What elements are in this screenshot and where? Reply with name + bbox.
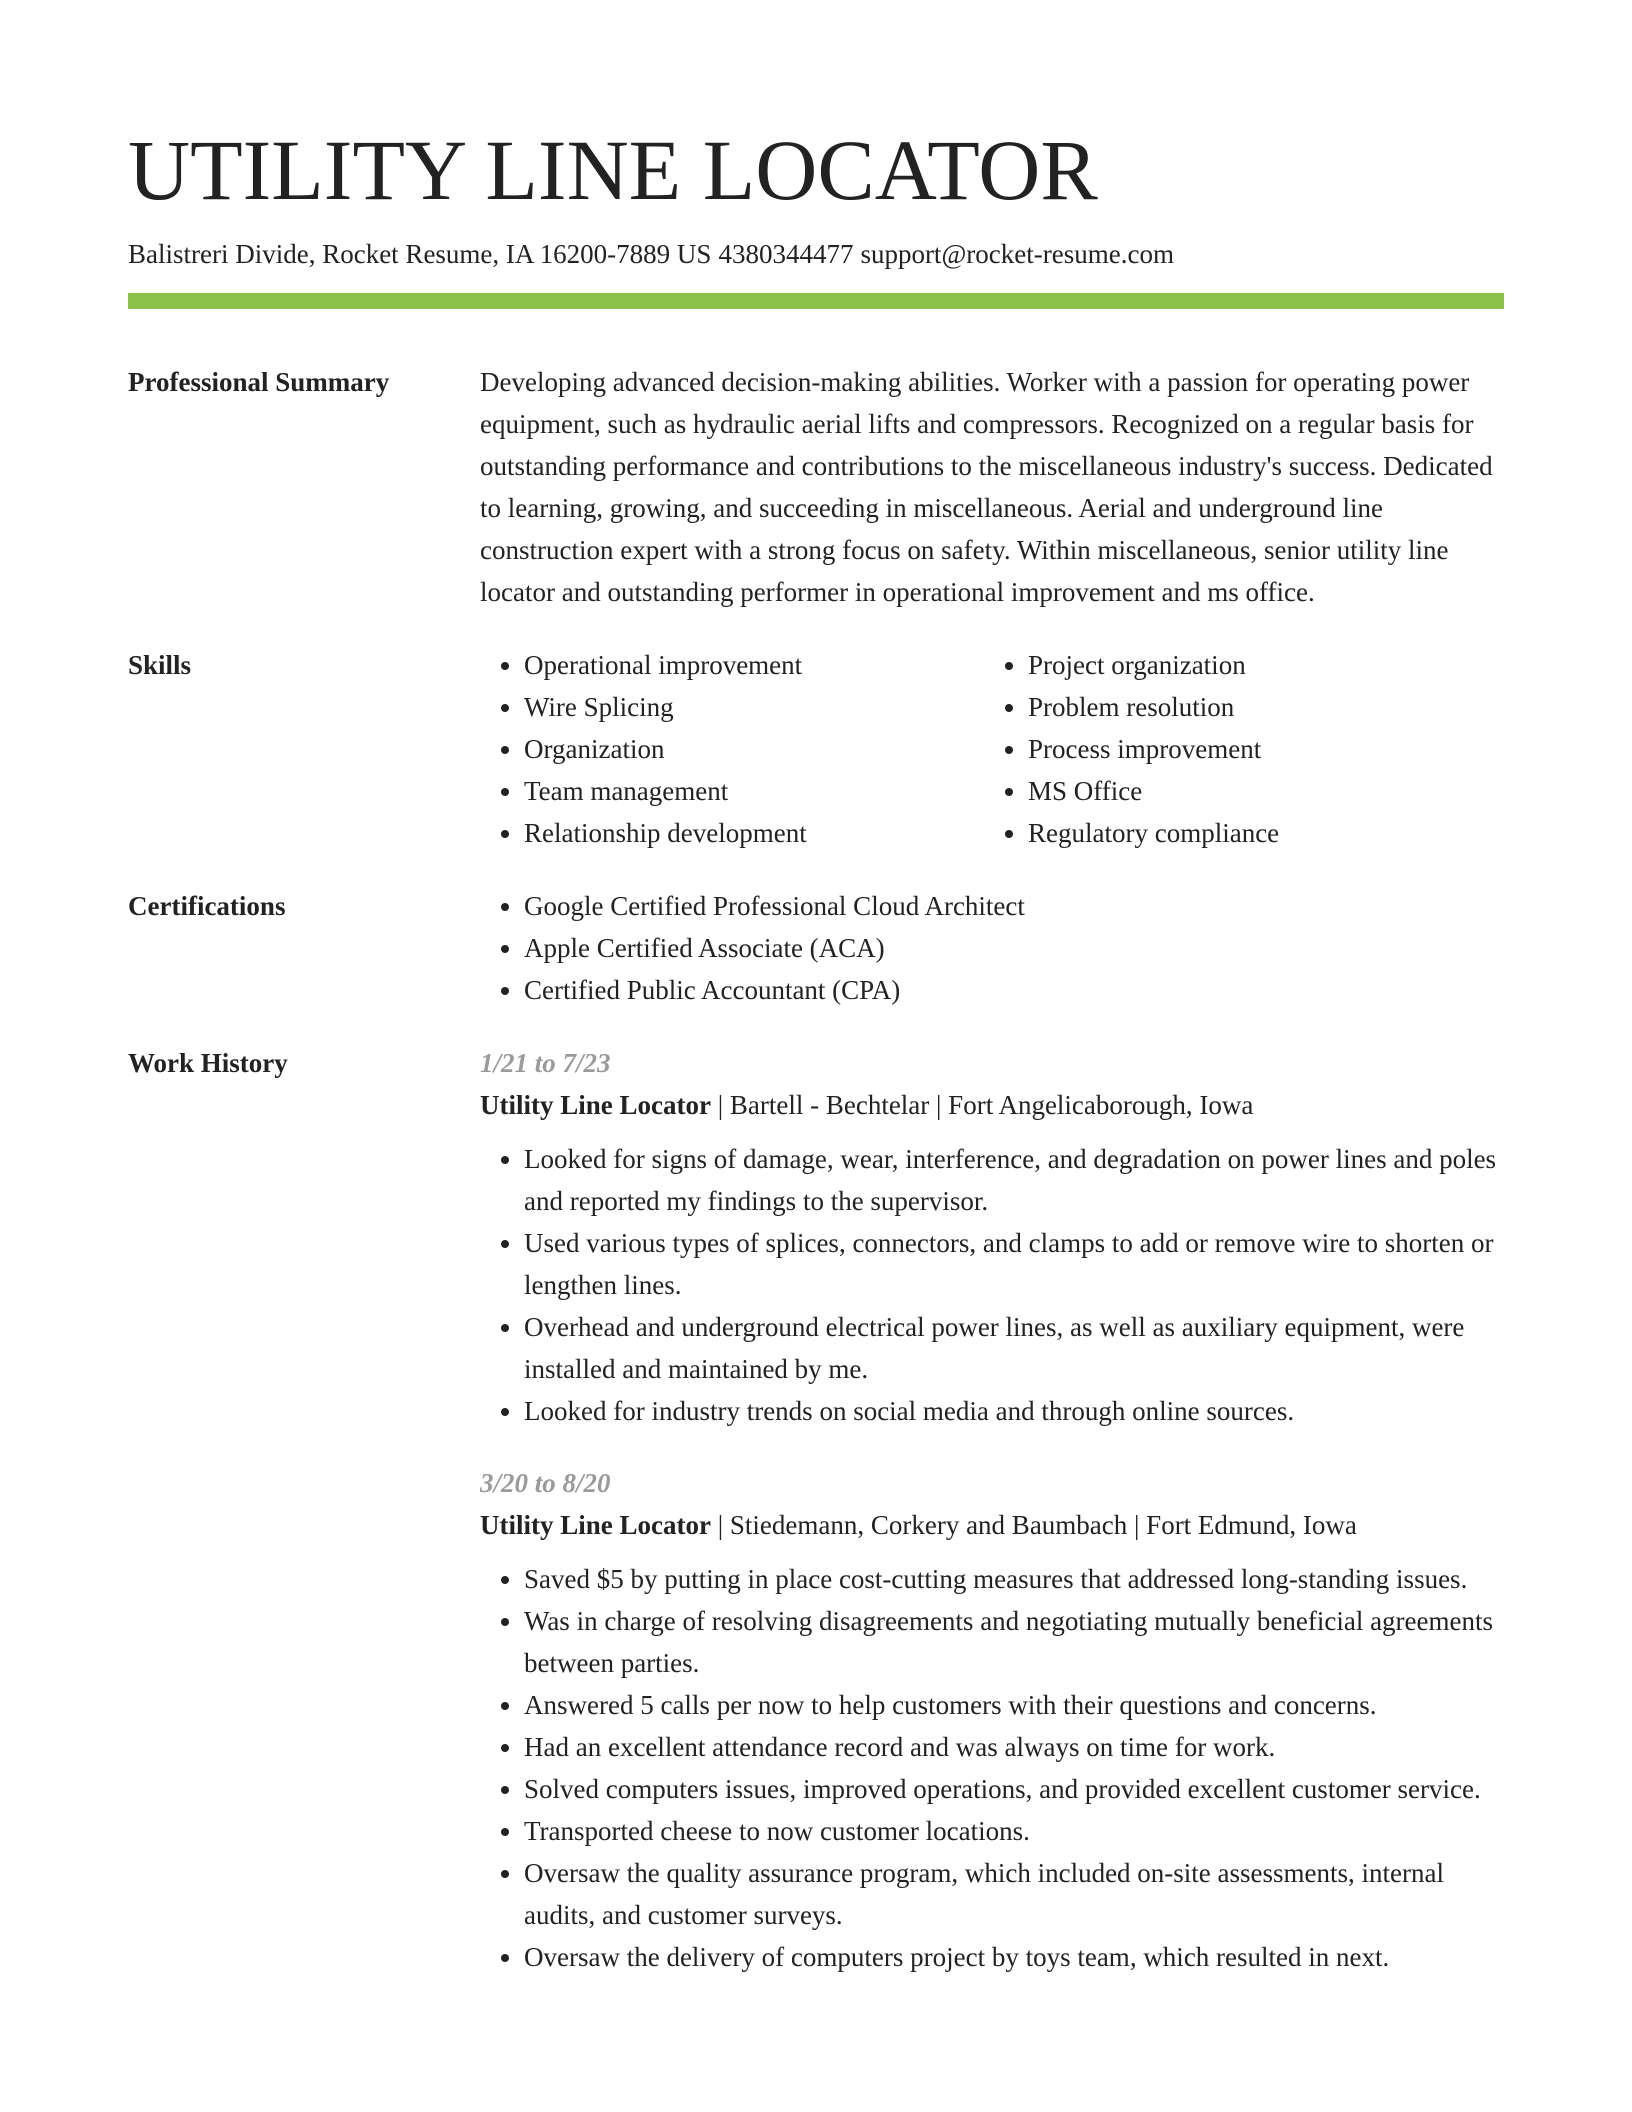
contact-address: Balistreri Divide, Rocket Resume, IA 16200-7889 US <box>128 239 712 269</box>
certifications-body <box>480 885 1504 1011</box>
job-title: Utility Line Locator <box>480 1510 711 1540</box>
job-bullets <box>480 1138 1504 1432</box>
job-bullet: • Was in charge of resolving disagreements and negotiating mutually beneficial agreements between parties. <box>524 1600 1504 1684</box>
skill-item: • Problem resolution <box>1028 686 1488 728</box>
certification-item: • Certified Public Accountant (CPA) <box>524 969 1504 1011</box>
skill-item: • MS Office <box>1028 770 1488 812</box>
contact-phone: 4380344477 <box>718 239 854 269</box>
summary-label: Professional Summary <box>128 367 390 397</box>
resume-page <box>128 118 1504 1978</box>
accent-divider <box>128 293 1504 309</box>
job-bullet: • Looked for industry trends on social media and through online sources. <box>524 1390 1504 1432</box>
certifications-label: Certifications <box>128 891 286 921</box>
job-title: Utility Line Locator <box>480 1090 711 1120</box>
job-entry <box>480 1462 1504 1978</box>
job-bullet: • Overhead and underground electrical power lines, as well as auxiliary equipment, were installed and maintained by me. <box>524 1306 1504 1390</box>
summary-section <box>128 361 1504 613</box>
skill-item: • Wire Splicing <box>524 686 984 728</box>
work-history-body <box>480 1042 1504 1978</box>
skills-column-left <box>480 644 984 854</box>
skill-item: • Team management <box>524 770 984 812</box>
work-history-label: Work History <box>128 1048 288 1078</box>
resume-title: UTILITY LINE LOCATOR <box>128 122 1098 218</box>
job-bullet: • Saved $5 by putting in place cost-cutting measures that addressed long-standing issues. <box>524 1558 1504 1600</box>
work-history-section <box>128 1042 1504 1978</box>
job-bullet: • Used various types of splices, connectors, and clamps to add or remove wire to shorten or lengthen lines. <box>524 1222 1504 1306</box>
skills-body <box>480 644 1504 854</box>
skill-item: • Project organization <box>1028 644 1488 686</box>
summary-body <box>480 361 1504 613</box>
contact-line <box>128 236 1504 272</box>
certification-item: • Apple Certified Associate (ACA) <box>524 927 1504 969</box>
job-bullet: • Answered 5 calls per now to help customers with their questions and concerns. <box>524 1684 1504 1726</box>
job-bullet: • Had an excellent attendance record and was always on time for work. <box>524 1726 1504 1768</box>
job-bullet: • Solved computers issues, improved operations, and provided excellent customer service. <box>524 1768 1504 1810</box>
job-bullet: • Oversaw the delivery of computers project by toys team, which resulted in next. <box>524 1936 1504 1978</box>
job-bullets <box>480 1558 1504 1978</box>
job-dates: 3/20 to 8/20 <box>480 1468 611 1498</box>
certification-item: • Google Certified Professional Cloud Architect <box>524 885 1504 927</box>
skill-item: • Process improvement <box>1028 728 1488 770</box>
job-heading <box>480 1504 1504 1546</box>
job-dates: 1/21 to 7/23 <box>480 1048 611 1078</box>
skills-column-right <box>984 644 1488 854</box>
job-details: | Bartell - Bechtelar | Fort Angelicaborough, Iowa <box>710 1090 1254 1120</box>
skill-item: • Regulatory compliance <box>1028 812 1488 854</box>
certifications-section <box>128 885 1504 1011</box>
job-bullet: • Transported cheese to now customer locations. <box>524 1810 1504 1852</box>
job-details: | Stiedemann, Corkery and Baumbach | Fort Edmund, Iowa <box>710 1510 1357 1540</box>
skill-item: • Organization <box>524 728 984 770</box>
summary-text: Developing advanced decision-making abilities. Worker with a passion for operating power equipment, such as hydraulic aerial lifts and compressors. Recognized on a regular basis for outstanding performance and contributions to the miscellaneous industry's success. Dedicated to learning, growing, and succeeding in miscellaneous. Aerial and underground line construction expert with a strong focus on safety. Within miscellaneous, senior utility line locator and outstanding performer in operational improvement and ms office. <box>480 367 1493 607</box>
job-bullet: • Oversaw the quality assurance program, which included on-site assessments, internal audits, and customer surveys. <box>524 1852 1504 1936</box>
skill-item: • Relationship development <box>524 812 984 854</box>
contact-email: support@rocket-resume.com <box>860 239 1174 269</box>
skills-section <box>128 644 1504 854</box>
job-heading <box>480 1084 1504 1126</box>
skill-item: • Operational improvement <box>524 644 984 686</box>
skills-label: Skills <box>128 650 192 680</box>
skills-grid <box>480 644 1504 854</box>
job-entry <box>480 1042 1504 1432</box>
job-bullet: • Looked for signs of damage, wear, interference, and degradation on power lines and poles and reported my findings to the supervisor. <box>524 1138 1504 1222</box>
